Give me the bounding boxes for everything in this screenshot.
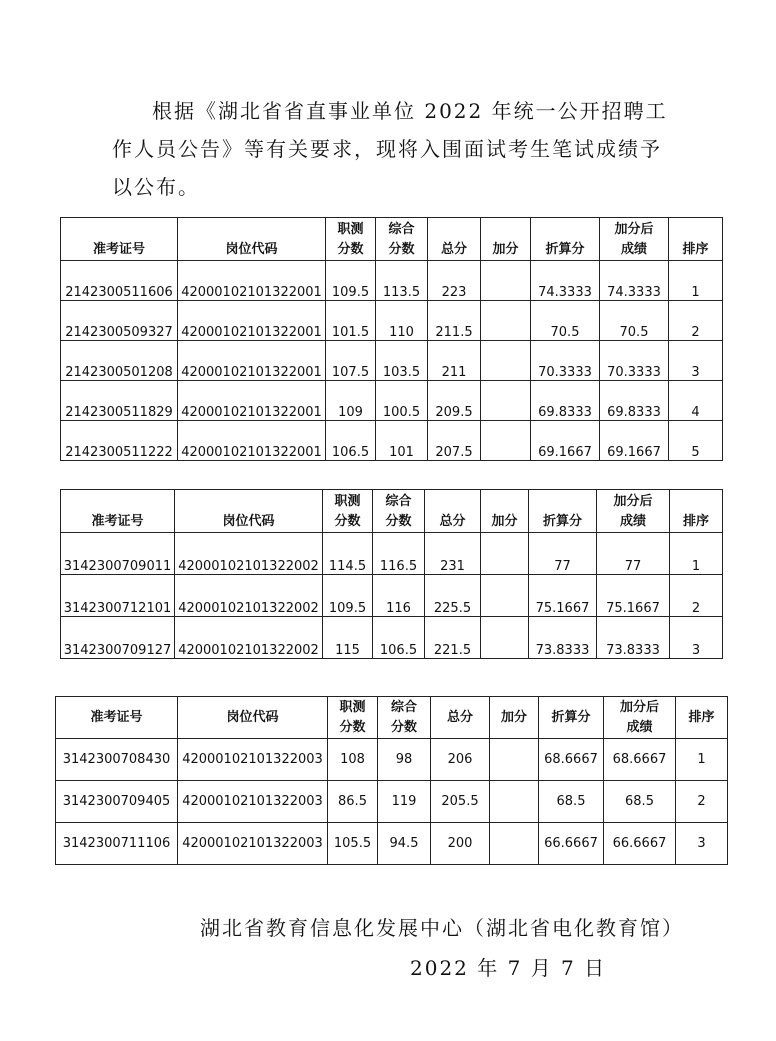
col-header-general: 综合 分数	[373, 490, 425, 533]
cell-position: 42000102101322001	[178, 341, 326, 381]
cell-aptitude: 106.5	[326, 421, 376, 461]
table-header-row	[61, 218, 723, 261]
cell-rank: 2	[670, 575, 723, 617]
cell-bonus	[481, 421, 531, 461]
score-table-3	[55, 696, 728, 865]
cell-rank: 1	[669, 261, 723, 301]
col-header-total: 总分	[431, 697, 490, 739]
cell-final: 74.3333	[600, 261, 669, 301]
cell-position: 42000102101322002	[175, 575, 323, 617]
cell-rank: 2	[669, 301, 723, 341]
cell-converted: 69.1667	[531, 421, 600, 461]
cell-final: 77	[597, 533, 670, 575]
cell-final: 73.8333	[597, 617, 670, 659]
cell-converted: 73.8333	[529, 617, 597, 659]
cell-rank: 3	[676, 823, 728, 865]
table-row	[61, 575, 723, 617]
cell-bonus	[490, 823, 539, 865]
cell-aptitude: 109.5	[323, 575, 373, 617]
cell-ticket: 2142300511606	[61, 261, 178, 301]
cell-rank: 2	[676, 781, 728, 823]
intro-paragraph: 根据《湖北省省直事业单位 2022 年统一公开招聘工作人员公告》等有关要求，现将入围面试考生笔试成绩予以公布。	[112, 99, 668, 199]
cell-ticket: 2142300501208	[61, 341, 178, 381]
col-header-position: 岗位代码	[178, 218, 326, 261]
cell-bonus	[481, 381, 531, 421]
cell-converted: 69.8333	[531, 381, 600, 421]
cell-position: 42000102101322002	[175, 617, 323, 659]
col-header-bonus: 加分	[490, 697, 539, 739]
col-header-converted: 折算分	[529, 490, 597, 533]
cell-converted: 68.5	[539, 781, 604, 823]
table-header-row	[56, 697, 728, 739]
cell-rank: 1	[670, 533, 723, 575]
cell-ticket: 3142300709405	[56, 781, 178, 823]
cell-ticket: 3142300708430	[56, 739, 178, 781]
cell-position: 42000102101322001	[178, 261, 326, 301]
cell-ticket: 2142300509327	[61, 301, 178, 341]
cell-total: 221.5	[425, 617, 481, 659]
cell-rank: 4	[669, 381, 723, 421]
cell-converted: 68.6667	[539, 739, 604, 781]
cell-total: 200	[431, 823, 490, 865]
col-header-general: 综合 分数	[378, 697, 431, 739]
cell-general: 116	[373, 575, 425, 617]
cell-final: 70.3333	[600, 341, 669, 381]
table-row	[61, 301, 723, 341]
issuer-signature: 湖北省教育信息化发展中心（湖北省电化教育馆）	[200, 916, 684, 940]
col-header-position: 岗位代码	[178, 697, 328, 739]
col-header-final: 加分后 成绩	[597, 490, 670, 533]
cell-position: 42000102101322002	[175, 533, 323, 575]
cell-aptitude: 105.5	[328, 823, 378, 865]
table-header-row	[61, 490, 723, 533]
cell-bonus	[490, 781, 539, 823]
cell-final: 69.1667	[600, 421, 669, 461]
score-table-1	[60, 217, 723, 461]
cell-aptitude: 107.5	[326, 341, 376, 381]
table-row	[56, 739, 728, 781]
table-row	[56, 781, 728, 823]
cell-bonus	[481, 617, 529, 659]
cell-total: 209.5	[428, 381, 481, 421]
cell-converted: 70.3333	[531, 341, 600, 381]
cell-position: 42000102101322001	[178, 421, 326, 461]
cell-rank: 3	[669, 341, 723, 381]
col-header-aptitude: 职测 分数	[323, 490, 373, 533]
table-row	[61, 617, 723, 659]
table-row	[61, 261, 723, 301]
cell-general: 101	[376, 421, 428, 461]
table-row	[61, 341, 723, 381]
cell-converted: 74.3333	[531, 261, 600, 301]
cell-aptitude: 114.5	[323, 533, 373, 575]
col-header-ticket: 准考证号	[61, 218, 178, 261]
cell-rank: 1	[676, 739, 728, 781]
cell-bonus	[490, 739, 539, 781]
col-header-final: 加分后 成绩	[600, 218, 669, 261]
cell-converted: 75.1667	[529, 575, 597, 617]
col-header-converted: 折算分	[539, 697, 604, 739]
col-header-aptitude: 职测 分数	[326, 218, 376, 261]
table-row	[56, 823, 728, 865]
cell-general: 116.5	[373, 533, 425, 575]
cell-general: 113.5	[376, 261, 428, 301]
cell-total: 231	[425, 533, 481, 575]
cell-ticket: 2142300511829	[61, 381, 178, 421]
cell-bonus	[481, 261, 531, 301]
cell-ticket: 3142300711106	[56, 823, 178, 865]
cell-general: 100.5	[376, 381, 428, 421]
col-header-general: 综合 分数	[376, 218, 428, 261]
cell-final: 75.1667	[597, 575, 670, 617]
cell-aptitude: 108	[328, 739, 378, 781]
cell-total: 206	[431, 739, 490, 781]
cell-position: 42000102101322003	[178, 823, 328, 865]
cell-total: 211.5	[428, 301, 481, 341]
cell-ticket: 3142300709127	[61, 617, 175, 659]
cell-final: 68.6667	[604, 739, 676, 781]
cell-total: 205.5	[431, 781, 490, 823]
cell-aptitude: 109	[326, 381, 376, 421]
cell-converted: 66.6667	[539, 823, 604, 865]
col-header-final: 加分后 成绩	[604, 697, 676, 739]
cell-rank: 3	[670, 617, 723, 659]
cell-final: 68.5	[604, 781, 676, 823]
cell-position: 42000102101322001	[178, 301, 326, 341]
table-row	[61, 533, 723, 575]
col-header-total: 总分	[425, 490, 481, 533]
cell-aptitude: 86.5	[328, 781, 378, 823]
cell-general: 106.5	[373, 617, 425, 659]
cell-ticket: 3142300712101	[61, 575, 175, 617]
col-header-total: 总分	[428, 218, 481, 261]
cell-converted: 77	[529, 533, 597, 575]
col-header-rank: 排序	[669, 218, 723, 261]
cell-bonus	[481, 533, 529, 575]
cell-final: 66.6667	[604, 823, 676, 865]
cell-final: 70.5	[600, 301, 669, 341]
table-row	[61, 421, 723, 461]
cell-position: 42000102101322003	[178, 781, 328, 823]
cell-bonus	[481, 301, 531, 341]
cell-final: 69.8333	[600, 381, 669, 421]
cell-total: 211	[428, 341, 481, 381]
col-header-rank: 排序	[670, 490, 723, 533]
cell-total: 225.5	[425, 575, 481, 617]
cell-general: 103.5	[376, 341, 428, 381]
cell-position: 42000102101322001	[178, 381, 326, 421]
cell-general: 94.5	[378, 823, 431, 865]
cell-bonus	[481, 341, 531, 381]
cell-aptitude: 101.5	[326, 301, 376, 341]
col-header-rank: 排序	[676, 697, 728, 739]
col-header-converted: 折算分	[531, 218, 600, 261]
cell-total: 207.5	[428, 421, 481, 461]
table-row	[61, 381, 723, 421]
col-header-aptitude: 职测 分数	[328, 697, 378, 739]
cell-general: 119	[378, 781, 431, 823]
cell-aptitude: 115	[323, 617, 373, 659]
cell-aptitude: 109.5	[326, 261, 376, 301]
cell-ticket: 2142300511222	[61, 421, 178, 461]
cell-rank: 5	[669, 421, 723, 461]
col-header-ticket: 准考证号	[56, 697, 178, 739]
cell-total: 223	[428, 261, 481, 301]
col-header-bonus: 加分	[481, 490, 529, 533]
cell-converted: 70.5	[531, 301, 600, 341]
col-header-bonus: 加分	[481, 218, 531, 261]
cell-general: 110	[376, 301, 428, 341]
col-header-ticket: 准考证号	[61, 490, 175, 533]
cell-general: 98	[378, 739, 431, 781]
score-table-2	[60, 489, 723, 659]
cell-ticket: 3142300709011	[61, 533, 175, 575]
cell-position: 42000102101322003	[178, 739, 328, 781]
col-header-position: 岗位代码	[175, 490, 323, 533]
cell-bonus	[481, 575, 529, 617]
issue-date: 2022 年 7 月 7 日	[410, 956, 607, 980]
